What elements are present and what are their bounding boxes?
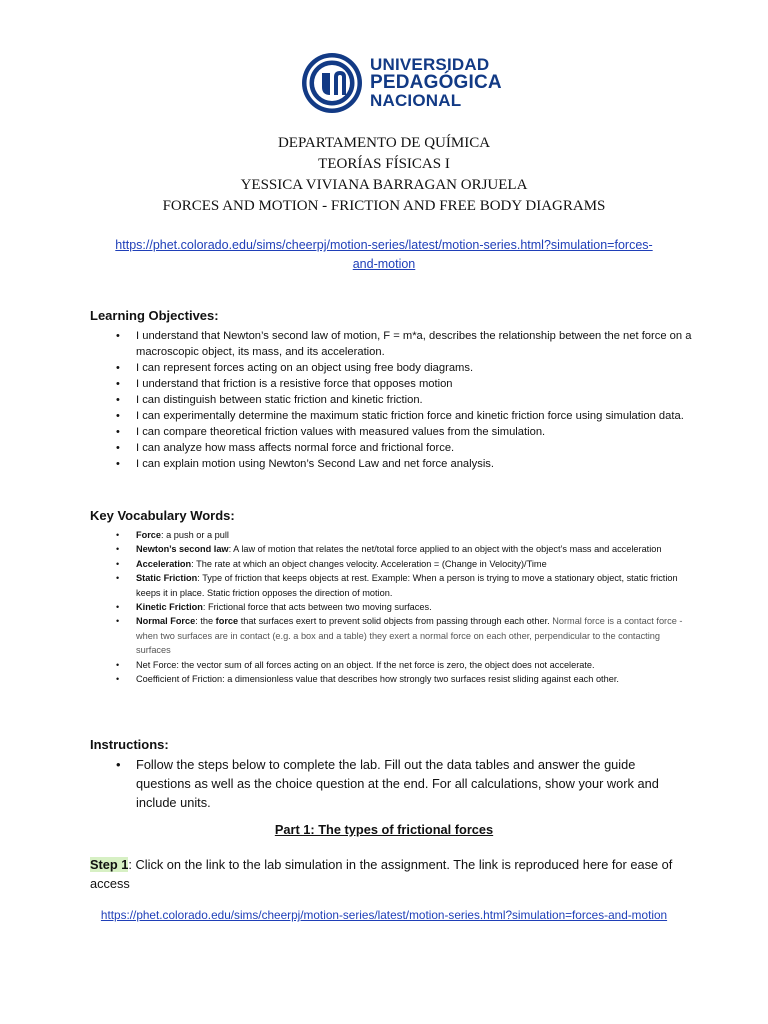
department-name: DEPARTAMENTO DE QUÍMICA	[277, 135, 491, 151]
list-item: • I can compare theoretical friction values with measured values from the simulation.	[116, 424, 696, 440]
list-item	[116, 600, 696, 614]
vocab-definition: : a push or a pull	[161, 530, 229, 540]
list-item	[116, 528, 696, 542]
step-1-paragraph	[90, 855, 690, 893]
list-item: • I can explain motion using Newton’s Second Law and net force analysis.	[116, 456, 696, 472]
step-1-label: Step 1	[90, 857, 129, 872]
vocab-definition: Net Force: the vector sum of all forces acting on an object. If the net force is zero, the object does not accelerate.	[136, 659, 595, 670]
list-item	[116, 571, 696, 600]
simulation-link-top-line-1[interactable]: https://phet.colorado.edu/sims/cheerpj/motion-series/latest/motion-series.html?simulation=forces-	[115, 238, 653, 252]
vocab-definition-continued: that surfaces exert to prevent solid objects from passing through each other.	[238, 616, 553, 627]
list-item	[116, 658, 696, 672]
part-1-title: Part 1: The types of frictional forces	[274, 822, 494, 837]
document-header	[0, 133, 768, 217]
university-seal-icon	[300, 51, 364, 115]
vocab-term: Newton’s second law	[136, 544, 229, 555]
list-item: • I can distinguish between static friction and kinetic friction.	[116, 392, 696, 408]
university-logo	[300, 50, 502, 116]
list-item: • I understand that friction is a resistive force that opposes motion	[116, 376, 696, 392]
vocab-definition: Coefficient of Friction: a dimensionless value that describes how strongly two surfaces resist sliding against each other.	[136, 674, 619, 685]
list-item	[116, 542, 696, 556]
list-item: • I can represent forces acting on an object using free body diagrams.	[116, 360, 696, 376]
vocab-definition-note: Normal force is a contact force - when two surfaces are in contact (e.g. a box and a table) they exert a normal force on each other, perpendicular to the contacting surfaces	[136, 616, 683, 656]
learning-objectives-list	[116, 328, 696, 472]
list-item	[116, 557, 696, 571]
list-item: • I can analyze how mass affects normal force and frictional force.	[116, 440, 696, 456]
document-title: FORCES AND MOTION - FRICTION AND FREE BODY DIAGRAMS	[162, 198, 606, 214]
vocab-definition: : The rate at which an object changes velocity. Acceleration = (Change in Velocity)/Time	[191, 558, 547, 569]
list-item	[116, 614, 696, 657]
author-name: YESSICA VIVIANA BARRAGAN ORJUELA	[240, 177, 528, 193]
learning-objectives-heading: Learning Objectives:	[90, 308, 219, 323]
logo-line-2: PEDAGÓGICA	[370, 72, 502, 93]
vocab-term: Acceleration	[136, 558, 192, 569]
vocab-term-inline: force	[215, 616, 239, 627]
instructions-list	[116, 755, 676, 812]
vocab-term: Force	[136, 530, 162, 540]
vocab-term: Kinetic Friction	[136, 602, 203, 613]
simulation-link-bottom[interactable]: https://phet.colorado.edu/sims/cheerpj/motion-series/latest/motion-series.html?simulation=forces-and-motion	[100, 908, 668, 922]
logo-line-1: UNIVERSIDAD	[370, 55, 490, 74]
vocab-definition: : the	[195, 616, 216, 627]
list-item	[116, 672, 696, 686]
vocabulary-heading: Key Vocabulary Words:	[90, 508, 235, 523]
vocab-term: Static Friction	[136, 573, 198, 584]
simulation-link-top-line-2[interactable]: and-motion	[352, 257, 416, 271]
vocab-definition: : A law of motion that relates the net/total force applied to an object with the object’s mass and acceleration	[228, 544, 662, 555]
vocab-definition: : Frictional force that acts between two moving surfaces.	[202, 602, 432, 613]
list-item: • I can experimentally determine the maximum static friction force and kinetic friction force using simulation data.	[116, 408, 696, 424]
list-item: • I understand that Newton’s second law of motion, F = m*a, describes the relationship between the net force on a macroscopic object, its mass, and its acceleration.	[116, 328, 696, 360]
vocab-term: Normal Force	[136, 616, 196, 627]
course-name: TEORÍAS FÍSICAS I	[318, 156, 450, 172]
logo-line-3: NACIONAL	[370, 91, 462, 110]
step-1-text: : Click on the link to the lab simulation in the assignment. The link is reproduced here for ease of access	[90, 857, 673, 891]
university-name	[370, 56, 502, 110]
instructions-heading: Instructions:	[90, 737, 169, 752]
simulation-link-top[interactable]	[80, 236, 688, 274]
vocab-definition: : Type of friction that keeps objects at rest. Example: When a person is trying to move a stationary object, static friction keeps it in place. Static friction opposes the direction of motion.	[136, 573, 678, 598]
list-item: • Follow the steps below to complete the lab. Fill out the data tables and answer the guide questions as well as the choice question at the end. For all calculations, show your work and include units.	[116, 755, 676, 812]
vocabulary-list	[116, 528, 696, 686]
